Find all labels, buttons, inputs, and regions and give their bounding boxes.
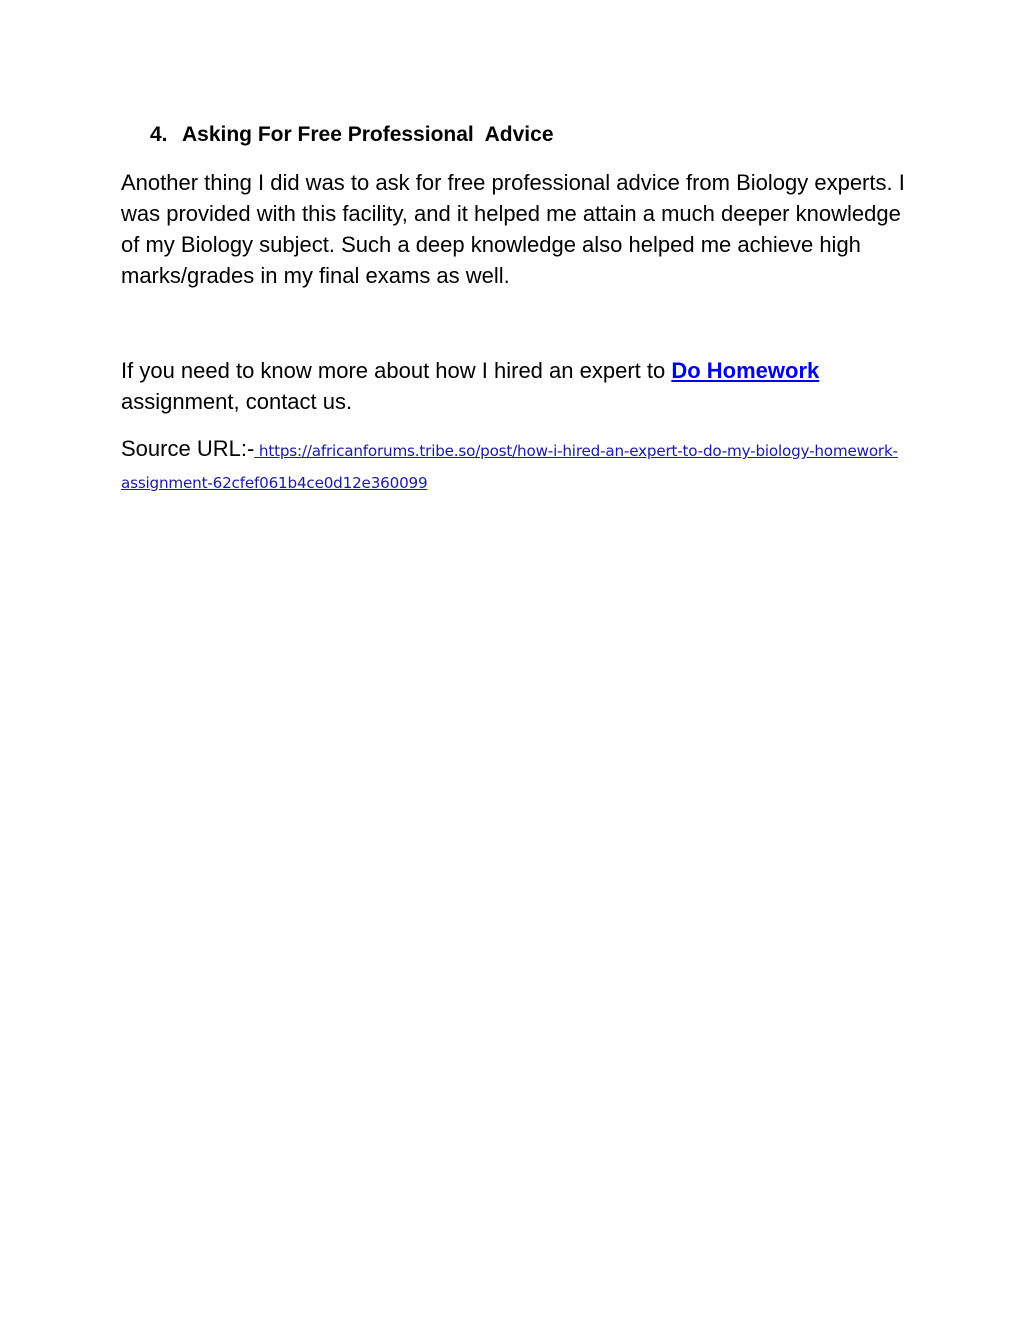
- section-number: 4.: [150, 123, 168, 146]
- body-paragraph-contact: [121, 355, 911, 417]
- source-url-link[interactable]: https://africanforums.tribe.so/post/how-i-hired-an-expert-to-do-my-biology-homework-assignment-62cfef061b4ce0d12e360099: [121, 442, 898, 492]
- section-heading: [150, 121, 554, 149]
- body-paragraph-advice: Another thing I did was to ask for free professional advice from Biology experts. I was provided with this facility, and it helped me attain a much deeper knowledge of my Biology subject. Such a deep knowledge also helped me achieve high marks/grades in my final exams as well.: [121, 170, 905, 288]
- section-title: Asking For Free Professional Advice: [182, 123, 554, 146]
- source-label: Source URL:-: [121, 436, 255, 461]
- contact-text-before: If you need to know more about how I hired an expert to: [121, 358, 672, 383]
- do-homework-link[interactable]: Do Homework: [671, 358, 820, 383]
- contact-text-after: assignment, contact us.: [121, 389, 353, 414]
- source-line: [121, 434, 901, 498]
